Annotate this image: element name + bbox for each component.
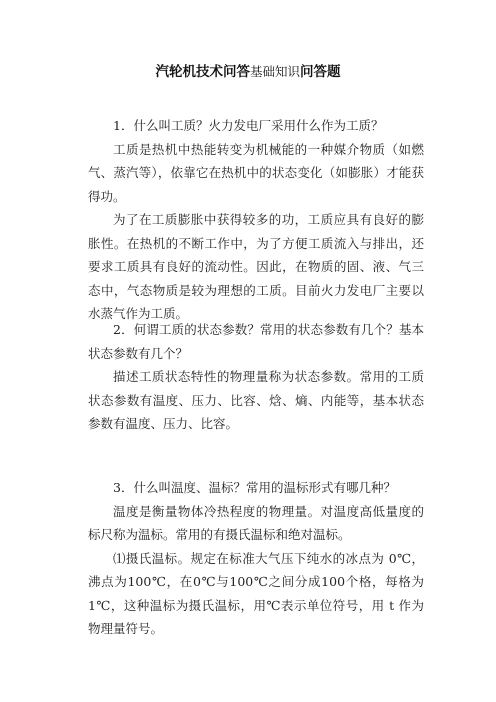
section-3 [88, 476, 424, 641]
answer-1-paragraph-2: 为了在工质膨胀中获得较多的功，工质应具有良好的膨胀性。在热机的不断工作中，为了方便工质流入与排出，还要求工质具有良好的流动性。因此，在物质的固、液、气三态中，气态物质是较为理想的工质。目前火力发电厂主要以水蒸气作为工质。 [88, 212, 424, 321]
answer-2-paragraph-1: 描述工质状态特性的物理量称为状态参数。常用的工质状态参数有温度、压力、比容、焓、熵、内能等，基本状态参数有温度、压力、比容。 [88, 369, 424, 431]
answer-3-paragraph-1: 温度是衡量物体冷热程度的物理量。对温度高低量度的标尺称为温标。常用的有摄氏温标和绝对温标。 [88, 503, 424, 542]
question-3: 3．什么叫温度、温标？常用的温标形式有哪几种？ [113, 480, 396, 495]
title-tail-part: 问答题 [300, 64, 341, 80]
title-light-part: 基础知识 [249, 64, 300, 79]
answer-1-paragraph-1: 工质是热机中热能转变为机械能的一种媒介物质（如燃气、蒸汽等），依靠它在热机中的状态变化（如膨胀）才能获得功。 [88, 141, 424, 204]
section-2 [88, 318, 424, 436]
answer-3-paragraph-2: ⑴摄氏温标。规定在标准大气压下纯水的冰点为 0℃，沸点为100℃，在0℃与100℃之间分成100个格，每格为1℃，这种温标为摄氏温标，用℃表示单位符号，用 t 作为物理量符号。 [88, 550, 424, 636]
document-title [0, 62, 496, 82]
question-2: 2．何谓工质的状态参数？常用的状态参数有几个？基本状态参数有几个？ [88, 322, 424, 361]
title-bold-part: 汽轮机技术问答 [155, 64, 250, 80]
question-1: 1．什么叫工质？火力发电厂采用什么作为工质？ [113, 118, 384, 133]
section-1 [88, 114, 424, 326]
